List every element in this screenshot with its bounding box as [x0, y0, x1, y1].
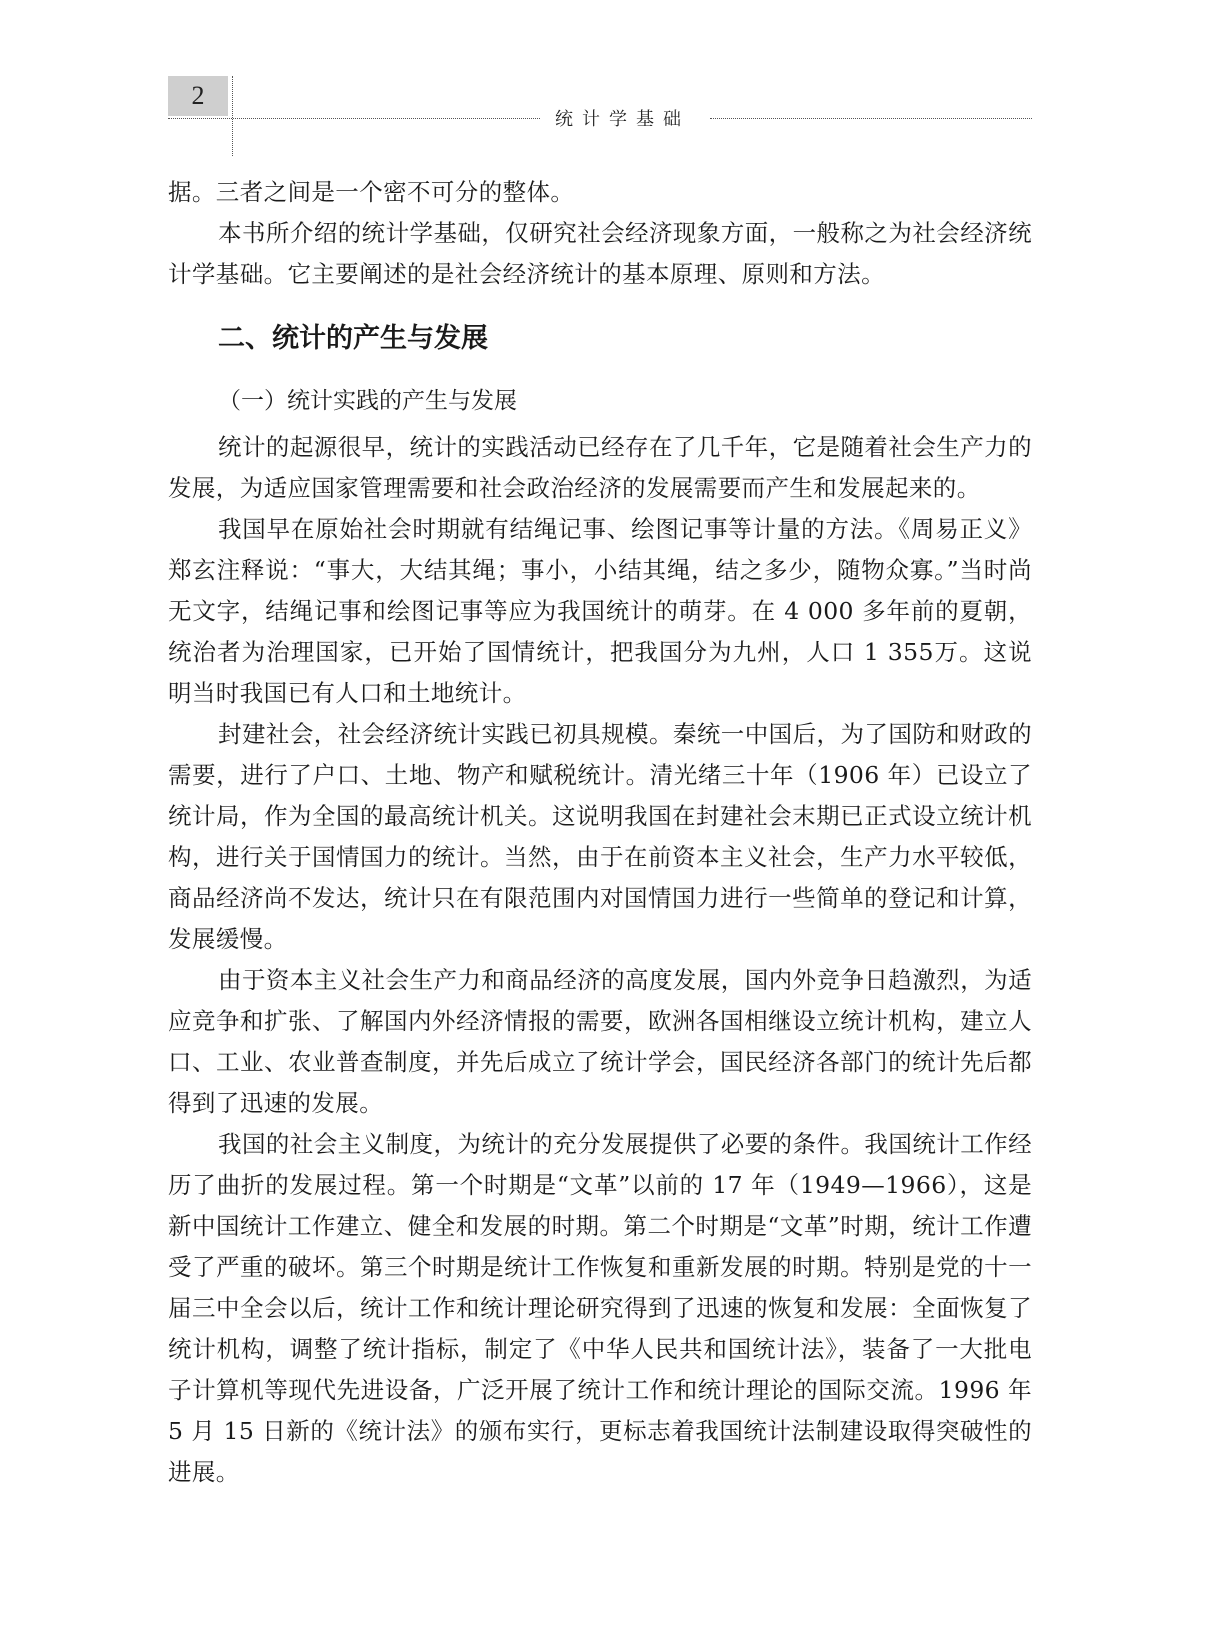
- paragraph-capitalism: 由于资本主义社会生产力和商品经济的高度发展，国内外竞争日趋激烈，为适应竞争和扩张、了解国内外经济情报的需要，欧洲各国相继设立统计机构，建立人口、工业、农业普查制度，并先后成立了统计学会，国民经济各部门的统计先后都得到了迅速的发展。: [168, 966, 1032, 1117]
- page-body: [168, 172, 1032, 1493]
- header-rule-right: [710, 118, 1032, 119]
- paragraph-continuation: 据。三者之间是一个密不可分的整体。: [168, 178, 575, 206]
- header-vertical-rule: [232, 76, 233, 156]
- section-heading: 二、统计的产生与发展: [218, 323, 488, 354]
- paragraph-ancient-china: 我国早在原始社会时期就有结绳记事、绘图记事等计量的方法。《周易正义》郑玄注释说：“事大，大结其绳；事小，小结其绳，结之多少，随物众寡。”当时尚无文字，结绳记事和绘图记事等应为我国统计的萌芽。在 4 000 多年前的夏朝，统治者为治理国家，已开始了国情统计，把我国分为九州，人口 1 355万。这说明当时我国已有人口和土地统计。: [168, 515, 1032, 707]
- running-header-title: 统计学基础: [555, 109, 690, 130]
- paragraph-scope: 本书所介绍的统计学基础，仅研究社会经济现象方面，一般称之为社会经济统计学基础。它主要阐述的是社会经济统计的基本原理、原则和方法。: [168, 219, 1032, 288]
- sub-heading: （一）统计实践的产生与发展: [218, 388, 517, 414]
- paragraph-socialism: 我国的社会主义制度，为统计的充分发展提供了必要的条件。我国统计工作经历了曲折的发展过程。第一个时期是“文革”以前的 17 年（1949—1966），这是新中国统计工作建立、健全和发展的时期。第二个时期是“文革”时期，统计工作遭受了严重的破坏。第三个时期是统计工作恢复和重新发展的时期。特别是党的十一届三中全会以后，统计工作和统计理论研究得到了迅速的恢复和发展：全面恢复了统计机构，调整了统计指标，制定了《中华人民共和国统计法》，装备了一大批电子计算机等现代先进设备，广泛开展了统计工作和统计理论的国际交流。1996 年 5 月 15 日新的《统计法》的颁布实行，更标志着我国统计法制建设取得突破性的进展。: [168, 1130, 1032, 1486]
- paragraph-feudal-society: 封建社会，社会经济统计实践已初具规模。秦统一中国后，为了国防和财政的需要，进行了户口、土地、物产和赋税统计。清光绪三十年（1906 年）已设立了统计局，作为全国的最高统计机关。这说明我国在封建社会末期已正式设立统计机构，进行关于国情国力的统计。当然，由于在前资本主义社会，生产力水平较低，商品经济尚不发达，统计只在有限范围内对国情国力进行一些简单的登记和计算，发展缓慢。: [168, 720, 1032, 953]
- page-number: 2: [168, 76, 228, 116]
- paragraph-origin: 统计的起源很早，统计的实践活动已经存在了几千年，它是随着社会生产力的发展，为适应国家管理需要和社会政治经济的发展需要而产生和发展起来的。: [168, 433, 1032, 502]
- header-rule-left: [168, 118, 540, 119]
